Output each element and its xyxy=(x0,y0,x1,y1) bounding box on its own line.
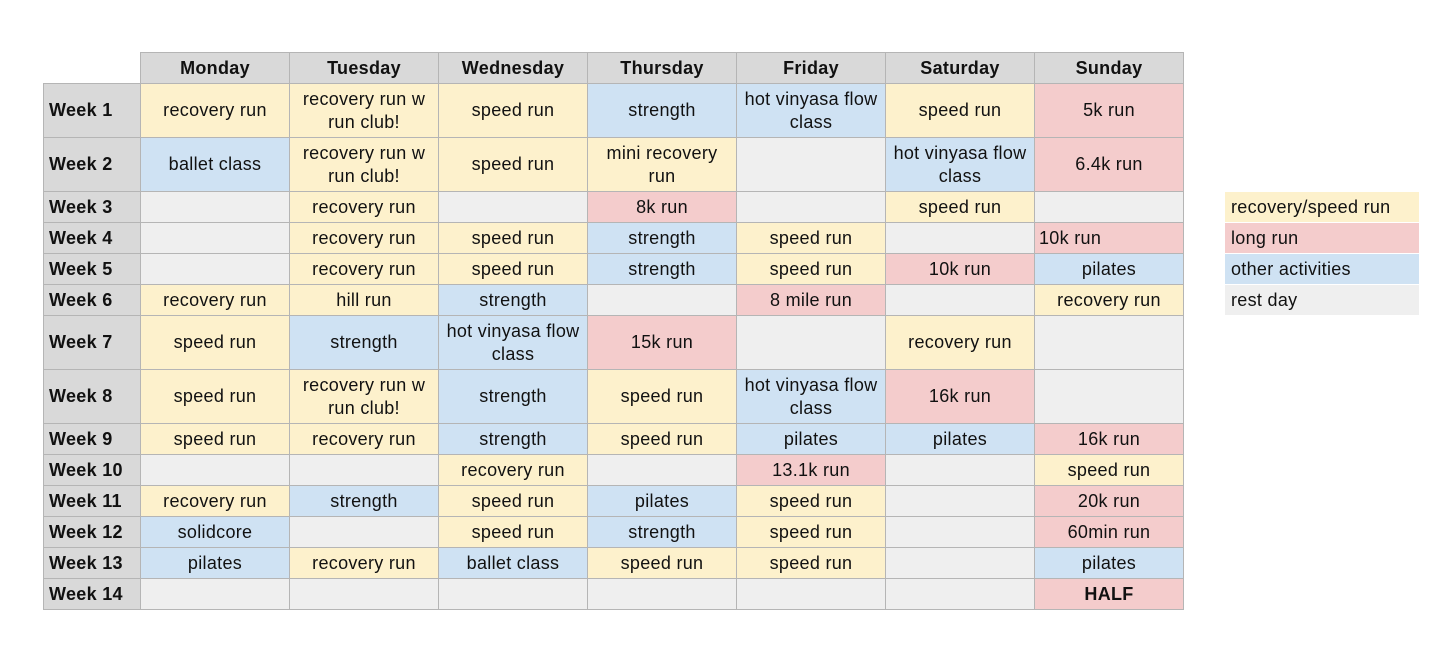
schedule-cell: 10k run xyxy=(886,254,1035,285)
schedule-cell: solidcore xyxy=(141,517,290,548)
schedule-cell xyxy=(886,486,1035,517)
schedule-cell xyxy=(886,548,1035,579)
schedule-cell: pilates xyxy=(588,486,737,517)
schedule-cell: speed run xyxy=(886,192,1035,223)
schedule-cell: recovery run xyxy=(886,316,1035,370)
training-schedule-table xyxy=(43,52,1184,610)
schedule-cell xyxy=(439,192,588,223)
day-header: Saturday xyxy=(886,53,1035,84)
schedule-cell: recovery run w run club! xyxy=(290,370,439,424)
schedule-cell xyxy=(886,579,1035,610)
schedule-cell: speed run xyxy=(737,548,886,579)
week-row xyxy=(44,579,1184,610)
day-header: Friday xyxy=(737,53,886,84)
week-label: Week 14 xyxy=(44,579,141,610)
schedule-cell: speed run xyxy=(141,424,290,455)
legend-label: other activities xyxy=(1225,254,1419,285)
day-header: Wednesday xyxy=(439,53,588,84)
schedule-cell: recovery run xyxy=(141,486,290,517)
week-row xyxy=(44,548,1184,579)
schedule-cell: strength xyxy=(290,316,439,370)
schedule-cell: strength xyxy=(439,285,588,316)
week-label: Week 8 xyxy=(44,370,141,424)
schedule-cell xyxy=(886,455,1035,486)
schedule-cell xyxy=(290,517,439,548)
schedule-cell: 6.4k run xyxy=(1035,138,1184,192)
schedule-cell: speed run xyxy=(439,254,588,285)
schedule-cell xyxy=(588,455,737,486)
schedule-cell: strength xyxy=(290,486,439,517)
week-label: Week 12 xyxy=(44,517,141,548)
schedule-cell: mini recovery run xyxy=(588,138,737,192)
schedule-cell: strength xyxy=(439,424,588,455)
schedule-cell xyxy=(737,192,886,223)
legend-label: rest day xyxy=(1225,285,1419,316)
schedule-cell: 13.1k run xyxy=(737,455,886,486)
schedule-cell xyxy=(886,285,1035,316)
schedule-cell: strength xyxy=(588,223,737,254)
schedule-cell: speed run xyxy=(439,84,588,138)
week-row xyxy=(44,455,1184,486)
week-row xyxy=(44,285,1184,316)
schedule-cell: speed run xyxy=(737,223,886,254)
schedule-cell: 16k run xyxy=(1035,424,1184,455)
schedule-cell xyxy=(588,285,737,316)
schedule-cell xyxy=(141,579,290,610)
schedule-cell xyxy=(290,455,439,486)
schedule-cell: speed run xyxy=(588,424,737,455)
schedule-cell: 10k run xyxy=(1035,223,1184,254)
schedule-cell: hot vinyasa flow class xyxy=(737,370,886,424)
schedule-cell: speed run xyxy=(439,517,588,548)
schedule-cell: strength xyxy=(588,84,737,138)
schedule-cell: hill run xyxy=(290,285,439,316)
schedule-cell: strength xyxy=(439,370,588,424)
week-row xyxy=(44,192,1184,223)
schedule-cell: speed run xyxy=(439,138,588,192)
schedule-cell xyxy=(737,579,886,610)
schedule-cell: recovery run xyxy=(290,192,439,223)
schedule-cell xyxy=(290,579,439,610)
week-row xyxy=(44,138,1184,192)
day-header: Thursday xyxy=(588,53,737,84)
schedule-cell xyxy=(737,138,886,192)
schedule-cell: speed run xyxy=(737,486,886,517)
schedule-cell xyxy=(141,455,290,486)
schedule-cell xyxy=(588,579,737,610)
legend-item xyxy=(1225,192,1419,223)
schedule-cell: speed run xyxy=(439,486,588,517)
schedule-cell: pilates xyxy=(886,424,1035,455)
week-label: Week 3 xyxy=(44,192,141,223)
schedule-cell: speed run xyxy=(886,84,1035,138)
schedule-cell: recovery run xyxy=(141,84,290,138)
week-label: Week 5 xyxy=(44,254,141,285)
schedule-cell: recovery run xyxy=(290,254,439,285)
schedule-cell: speed run xyxy=(588,548,737,579)
schedule-cell: recovery run xyxy=(439,455,588,486)
week-row xyxy=(44,254,1184,285)
day-header: Monday xyxy=(141,53,290,84)
schedule-cell xyxy=(439,579,588,610)
corner-cell xyxy=(44,53,141,84)
legend-label: recovery/speed run xyxy=(1225,192,1419,223)
schedule-cell xyxy=(1035,192,1184,223)
week-row xyxy=(44,84,1184,138)
legend xyxy=(1225,192,1419,316)
legend-label: long run xyxy=(1225,223,1419,254)
day-header: Tuesday xyxy=(290,53,439,84)
week-label: Week 10 xyxy=(44,455,141,486)
schedule-cell: hot vinyasa flow class xyxy=(737,84,886,138)
schedule-cell xyxy=(1035,370,1184,424)
schedule-cell: pilates xyxy=(1035,548,1184,579)
legend-item xyxy=(1225,285,1419,316)
week-row xyxy=(44,370,1184,424)
schedule-cell: 5k run xyxy=(1035,84,1184,138)
week-label: Week 2 xyxy=(44,138,141,192)
schedule-cell: hot vinyasa flow class xyxy=(886,138,1035,192)
schedule-cell: speed run xyxy=(737,254,886,285)
schedule-cell: ballet class xyxy=(141,138,290,192)
week-row xyxy=(44,223,1184,254)
schedule-cell: speed run xyxy=(439,223,588,254)
week-row xyxy=(44,424,1184,455)
legend-item xyxy=(1225,223,1419,254)
schedule-cell: recovery run xyxy=(290,548,439,579)
header-row xyxy=(44,53,1184,84)
schedule-cell xyxy=(737,316,886,370)
schedule-cell: recovery run w run club! xyxy=(290,84,439,138)
week-label: Week 7 xyxy=(44,316,141,370)
schedule-cell: speed run xyxy=(588,370,737,424)
schedule-cell: strength xyxy=(588,517,737,548)
schedule-cell xyxy=(141,254,290,285)
week-label: Week 13 xyxy=(44,548,141,579)
schedule-cell: recovery run xyxy=(290,223,439,254)
schedule-cell: pilates xyxy=(141,548,290,579)
schedule-cell: hot vinyasa flow class xyxy=(439,316,588,370)
week-label: Week 6 xyxy=(44,285,141,316)
schedule-cell: recovery run w run club! xyxy=(290,138,439,192)
schedule-cell: speed run xyxy=(1035,455,1184,486)
schedule-cell: speed run xyxy=(737,517,886,548)
schedule-cell: pilates xyxy=(737,424,886,455)
schedule-cell: 15k run xyxy=(588,316,737,370)
schedule-cell: speed run xyxy=(141,370,290,424)
schedule-cell xyxy=(141,223,290,254)
schedule-cell: recovery run xyxy=(1035,285,1184,316)
legend-item xyxy=(1225,254,1419,285)
week-row xyxy=(44,486,1184,517)
schedule-cell: pilates xyxy=(1035,254,1184,285)
schedule-cell: 8k run xyxy=(588,192,737,223)
schedule-cell xyxy=(886,517,1035,548)
schedule-cell xyxy=(1035,316,1184,370)
schedule-cell: 20k run xyxy=(1035,486,1184,517)
schedule-cell xyxy=(141,192,290,223)
week-row xyxy=(44,316,1184,370)
schedule-cell: recovery run xyxy=(290,424,439,455)
schedule-cell: speed run xyxy=(141,316,290,370)
week-row xyxy=(44,517,1184,548)
week-label: Week 1 xyxy=(44,84,141,138)
day-header: Sunday xyxy=(1035,53,1184,84)
week-label: Week 9 xyxy=(44,424,141,455)
schedule-cell: HALF xyxy=(1035,579,1184,610)
schedule-cell: 16k run xyxy=(886,370,1035,424)
schedule-cell: 8 mile run xyxy=(737,285,886,316)
schedule-cell: recovery run xyxy=(141,285,290,316)
schedule-cell: strength xyxy=(588,254,737,285)
week-label: Week 11 xyxy=(44,486,141,517)
schedule-cell xyxy=(886,223,1035,254)
week-label: Week 4 xyxy=(44,223,141,254)
schedule-cell: 60min run xyxy=(1035,517,1184,548)
schedule-cell: ballet class xyxy=(439,548,588,579)
